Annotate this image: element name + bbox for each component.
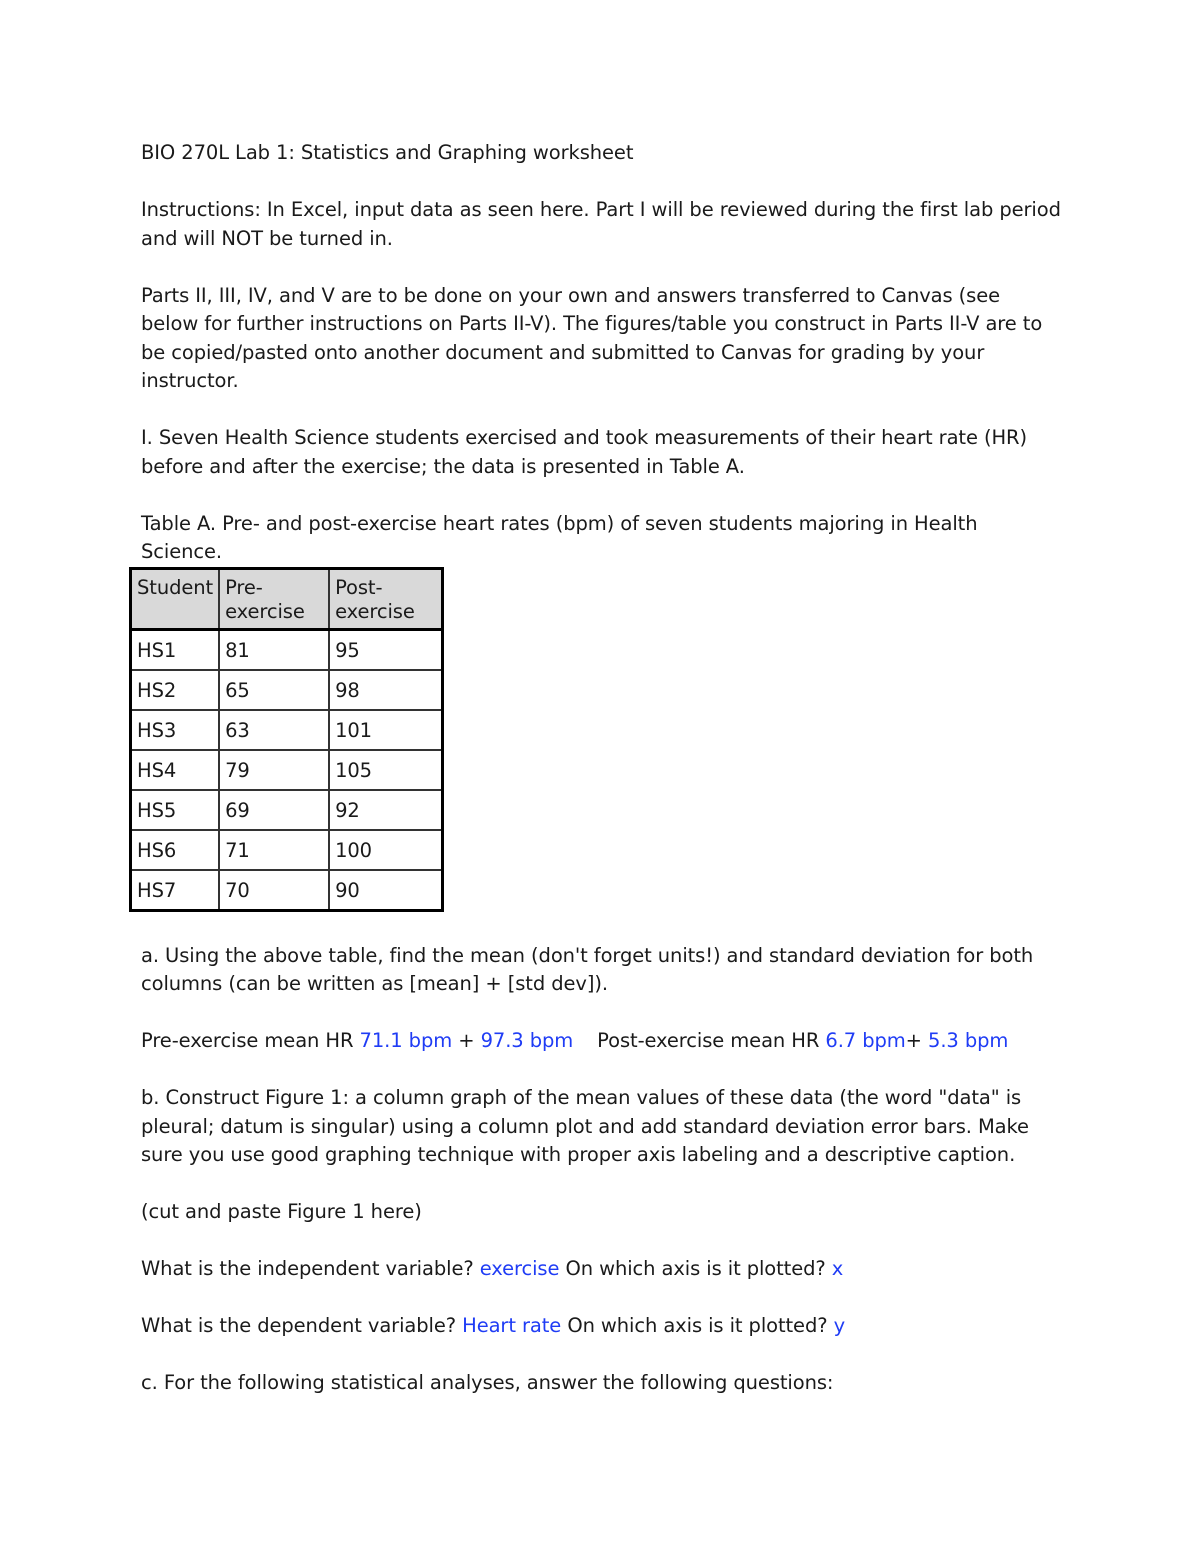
cell-student: HS4 bbox=[131, 750, 220, 790]
post-exercise-sd-value: 5.3 bpm bbox=[928, 1029, 1009, 1052]
cell-pre: 63 bbox=[219, 710, 329, 750]
header-post-exercise: Post-exercise bbox=[329, 568, 443, 629]
dependent-axis-answer: y bbox=[833, 1314, 846, 1337]
pre-exercise-plus-sign: + bbox=[458, 1029, 475, 1052]
cell-student: HS6 bbox=[131, 830, 220, 870]
cell-pre: 69 bbox=[219, 790, 329, 830]
table-row bbox=[131, 830, 443, 870]
cell-post: 92 bbox=[329, 790, 443, 830]
table-row bbox=[131, 790, 443, 830]
cell-post: 101 bbox=[329, 710, 443, 750]
document-page bbox=[137, 139, 1061, 1426]
table-row bbox=[131, 750, 443, 790]
question-a-paragraph: a. Using the above table, find the mean (don't forget units!) and standard deviation for both columns (can be written as [mean] + [std dev]). bbox=[141, 943, 1034, 995]
dependent-answer: Heart rate bbox=[462, 1314, 562, 1337]
parts-note-paragraph: Parts II, III, IV, and V are to be done on your own and answers transferred to Canvas (see below for further instructions on Parts II-V). The figures/table you construct in Parts II-V are to be copied/pasted onto another document and submitted to Canvas for grading by your instructor. bbox=[141, 283, 1043, 392]
table-caption: Table A. Pre- and post-exercise heart rates (bpm) of seven students majoring in Health Science. bbox=[141, 511, 978, 563]
cell-student: HS3 bbox=[131, 710, 220, 750]
cell-pre: 71 bbox=[219, 830, 329, 870]
table-row bbox=[131, 870, 443, 911]
independent-variable-line bbox=[141, 1255, 1061, 1284]
cell-student: HS1 bbox=[131, 629, 220, 670]
cell-student: HS2 bbox=[131, 670, 220, 710]
header-pre-exercise: Pre-exercise bbox=[219, 568, 329, 629]
independent-question: What is the independent variable? bbox=[141, 1257, 474, 1280]
independent-axis-question: On which axis is it plotted? bbox=[565, 1257, 826, 1280]
question-c-paragraph: c. For the following statistical analyses, answer the following questions: bbox=[141, 1371, 834, 1394]
section-one-paragraph: I. Seven Health Science students exercised and took measurements of their heart rate (HR) before and after the exercise; the data is presented in Table A. bbox=[141, 426, 1028, 478]
table-row bbox=[131, 629, 443, 670]
post-exercise-label: Post-exercise mean HR bbox=[597, 1029, 820, 1052]
cell-pre: 79 bbox=[219, 750, 329, 790]
cell-student: HS7 bbox=[131, 870, 220, 911]
pre-exercise-sd-value: 97.3 bpm bbox=[480, 1029, 574, 1052]
answer-a-line bbox=[141, 1027, 1061, 1056]
document-title: BIO 270L Lab 1: Statistics and Graphing worksheet bbox=[141, 141, 634, 164]
independent-axis-answer: x bbox=[831, 1257, 844, 1280]
table-row bbox=[131, 710, 443, 750]
post-exercise-plus-sign: + bbox=[905, 1029, 922, 1052]
figure-placeholder-text: (cut and paste Figure 1 here) bbox=[141, 1200, 422, 1223]
question-b-paragraph: b. Construct Figure 1: a column graph of the mean values of these data (the word "data" is pleural; datum is singular) using a column plot and add standard deviation error bars. Make sure you use good graphing technique with proper axis labeling and a descriptive caption. bbox=[141, 1086, 1029, 1166]
cell-post: 105 bbox=[329, 750, 443, 790]
cell-post: 95 bbox=[329, 629, 443, 670]
heart-rate-table bbox=[129, 567, 444, 912]
post-exercise-mean-value: 6.7 bpm bbox=[825, 1029, 906, 1052]
independent-answer: exercise bbox=[479, 1257, 560, 1280]
cell-pre: 65 bbox=[219, 670, 329, 710]
pre-exercise-label: Pre-exercise mean HR bbox=[141, 1029, 354, 1052]
dependent-axis-question: On which axis is it plotted? bbox=[567, 1314, 828, 1337]
cell-post: 100 bbox=[329, 830, 443, 870]
cell-post: 90 bbox=[329, 870, 443, 911]
cell-post: 98 bbox=[329, 670, 443, 710]
header-student: Student bbox=[131, 568, 220, 629]
cell-pre: 70 bbox=[219, 870, 329, 911]
table-row bbox=[131, 670, 443, 710]
dependent-variable-line bbox=[141, 1312, 1061, 1341]
instructions-paragraph: Instructions: In Excel, input data as seen here. Part I will be reviewed during the first lab period and will NOT be turned in. bbox=[141, 198, 1061, 250]
cell-student: HS5 bbox=[131, 790, 220, 830]
table-header-row bbox=[131, 568, 443, 629]
dependent-question: What is the dependent variable? bbox=[141, 1314, 457, 1337]
cell-pre: 81 bbox=[219, 629, 329, 670]
pre-exercise-mean-value: 71.1 bpm bbox=[359, 1029, 453, 1052]
